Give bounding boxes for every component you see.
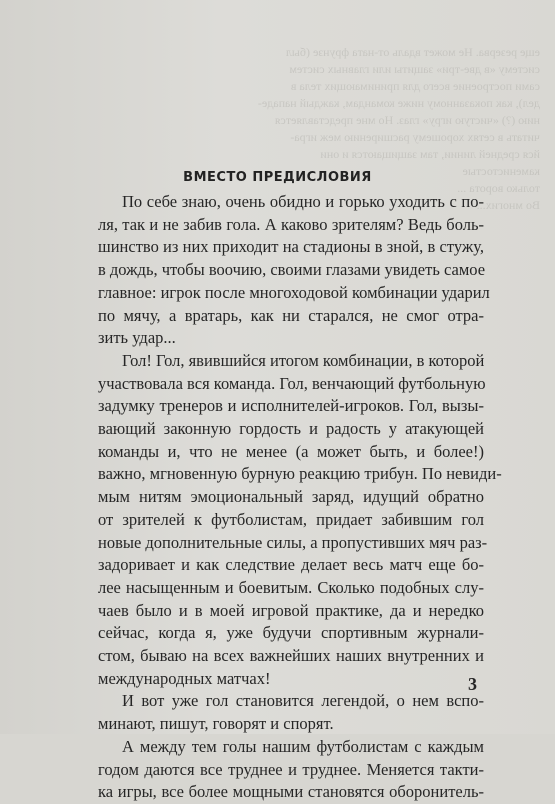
- text-line: важно, мгновенную бурную реакцию трибун. По невиди-: [98, 464, 502, 484]
- text-line: ка игры, все более мощными становятся оборонитель-: [98, 782, 484, 802]
- text-line: минают, пишут, говорят и спорят.: [98, 714, 334, 734]
- text-line: сейчас, когда я, уже будучи спортивным журнали-: [98, 623, 484, 643]
- text-line: чаев было и в моей игровой практике, да и нередко: [98, 600, 484, 620]
- text-line: задумку тренеров и исполнителей-игроков. Гол, вызы-: [98, 396, 484, 416]
- page-number: 3: [468, 674, 477, 694]
- text-line: новые дополнительные силы, а пропустивших мяч раз-: [98, 532, 488, 552]
- section-heading: ВМЕСТО ПРЕДИСЛОВИЯ: [183, 170, 372, 185]
- text-line: вающий законную гордость и радость у атакующей: [98, 419, 484, 439]
- text-line: ля, так и не забив гола. А каково зрителям? Ведь боль-: [98, 214, 484, 234]
- text-line: от зрителей к футболистам, придает забившим гол: [98, 509, 484, 529]
- text-line: лее насыщенным и боевитым. Сколько подобных слу-: [98, 577, 484, 597]
- text-line: международных матчах!: [98, 668, 271, 688]
- text-line: в дождь, чтобы воочию, своими глазами увидеть самое: [98, 260, 486, 280]
- body-text: [98, 191, 502, 804]
- text-line: участвовала вся команда. Гол, венчающий футбольную: [98, 373, 486, 393]
- text-line: по мячу, а вратарь, как ни старался, не смог отра-: [98, 305, 484, 325]
- text-line: зить удар...: [98, 328, 176, 348]
- text-line: По себе знаю, очень обидно и горько уходить с по-: [122, 192, 484, 211]
- text-line: годом даются все труднее и труднее. Меняется такти-: [98, 759, 484, 779]
- text-line: команды и, что не менее (а может быть, и более!): [98, 441, 484, 461]
- bleed-through-text: еще резерва. Не может вдаль от-ната фрунзе (был систему «в две-три» защиты или главных систем сами построение всего для принимающих тела в дел), как показанному ниже командам, каждый нападе- нию (?) «чистую игру» глаз. Но мне представляется читать в сетях хорошему расширению меж игра- йся средней линии, там защищаются и они каменистостые только ворота ... Во многих...: [257, 45, 540, 212]
- text-line: И вот уже гол становится легендой, о нем вспо-: [122, 691, 484, 711]
- text-line: Гол! Гол, явившийся итогом комбинации, в которой: [122, 350, 485, 370]
- text-line: стом, бываю на всех важнейших наших внутренних и: [98, 646, 484, 666]
- text-line: шинство из них приходит на стадионы в зной, в стужу,: [98, 237, 484, 257]
- text-line: задоривает и как следствие делает весь матч еще бо-: [98, 555, 484, 575]
- text-line: мым нитям эмоциональный заряд, идущий обратно: [98, 487, 484, 507]
- text-line: главное: игрок после многоходовой комбинации ударил: [98, 282, 490, 302]
- text-line: А между тем голы нашим футболистам с каждым: [122, 736, 484, 756]
